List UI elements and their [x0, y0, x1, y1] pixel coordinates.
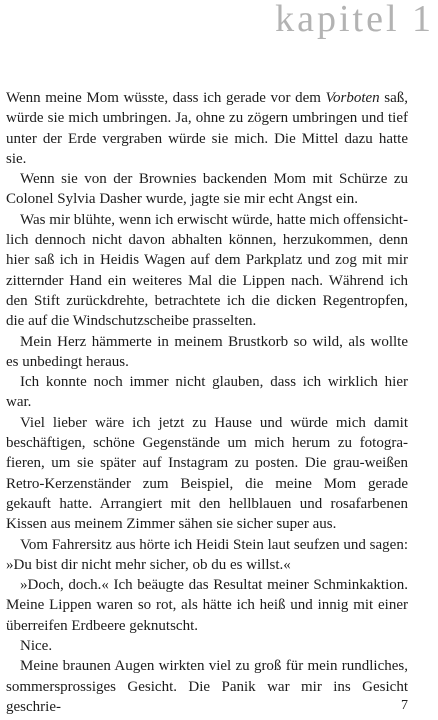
paragraph-4: Mein Herz hämmerte in meinem Brustkorb so wild, als wollte es unbedingt heraus.: [6, 333, 408, 370]
paragraph-8: »Doch, doch.« Ich beäugte das Resultat meiner Schminkaktion. Meine Lippen waren so rot, als hätte ich heiß und innig mit einer überreifen Erdbeere geknutscht.: [6, 577, 408, 634]
book-title-emphasis: Vorboten: [325, 90, 380, 106]
page-number: 7: [401, 698, 408, 713]
paragraph-2: Wenn sie von der Brownies backenden Mom mit Schürze zu Colonel Sylvia Dasher wurde, jagte sie mir echt Angst ein.: [6, 171, 408, 208]
paragraph-6: Viel lieber wäre ich jetzt zu Hause und würde mich damit beschäftigen, schöne Gegenstände um mich herum zu fotografieren, um sie später auf Instagram zu posten. Die grau-weißen Retro-Kerzenständer zum Beispiel, die meine Mom gerade gekauft hatte. Arrangiert mit den hellblauen und rosafarbenen Kissen aus meinem Zimmer sähen sie sicher super aus.: [6, 414, 408, 533]
paragraph-5: Ich konnte noch immer nicht glauben, dass ich wirklich hier war.: [6, 374, 408, 411]
paragraph-3: Was mir blühte, wenn ich erwischt würde, hatte mich offensichtlich dennoch nicht davon abhalten können, herzukommen, denn hier saß ich in Heidis Wagen auf dem Parkplatz und zog mit mir zitternder Hand ein weiteres Mal die Lippen nach. Während ich den Stift zurückdrehte, betrachtete ich die dicken Regentropfen, die auf die Windschutzscheibe prasselten.: [6, 211, 408, 330]
paragraph-9: Nice.: [20, 638, 53, 655]
paragraph-7: Vom Fahrersitz aus hörte ich Heidi Stein laut seufzen und sagen: »Du bist dir nicht mehr sicher, ob du es willst.«: [6, 536, 408, 573]
chapter-text: [6, 88, 408, 717]
chapter-heading: kapitel 1: [275, 0, 434, 40]
paragraph-1: Wenn meine Mom wüsste, dass ich gerade vor dem Vorboten saß, würde sie mich umbringen. Ja, ohne zu zögern umbringen und tief unter der Erde vergraben würde sie mich. Die Mittel dazu hatte sie.: [6, 90, 408, 167]
paragraph-10: Meine braunen Augen wirkten viel zu groß für mein rundliches, sommersprossiges Gesicht. Die Panik war mir ins Gesicht geschrie-: [6, 658, 408, 715]
